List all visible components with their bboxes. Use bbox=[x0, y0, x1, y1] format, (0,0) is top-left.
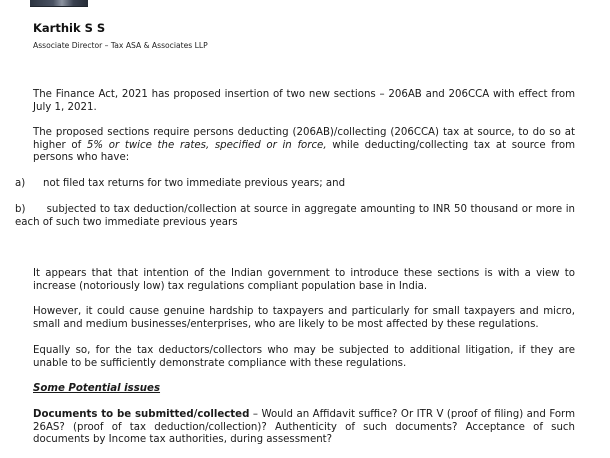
condition-item-a bbox=[15, 178, 575, 191]
intro-paragraph-2-start: The proposed sections require persons deducting (206AB)/collecting (206CCA) tax at source, to do so at higher of bbox=[33, 127, 575, 151]
intro-paragraph-2 bbox=[33, 127, 575, 165]
intro-paragraph-1: The Finance Act, 2021 has proposed insertion of two new sections – 206AB and 206CCA with effect from July 1, 2021. bbox=[33, 89, 575, 113]
documents-label: Documents to be submitted/collected bbox=[33, 409, 250, 420]
rate-emphasis: 5% or twice the rates, specified or in force, bbox=[86, 139, 327, 151]
intro-paragraph-2-end: while deducting/collecting tax at source from persons who have: bbox=[33, 139, 575, 164]
issues-paragraph bbox=[33, 409, 575, 447]
body-paragraph-2: However, it could cause genuine hardship to taxpayers and particularly for small taxpayers and micro, small and medium businesses/enterprises, who are likely to be most affected by these regulations. bbox=[33, 306, 575, 330]
condition-marker-a: a) bbox=[15, 178, 26, 189]
author-name: Karthik S S bbox=[33, 21, 106, 35]
condition-marker-b: b) bbox=[15, 204, 26, 215]
section-heading: Some Potential issues bbox=[33, 383, 161, 394]
condition-text-b: subjected to tax deduction/collection at source in aggregate amounting to INR 50 thousand or more in each of such two immediate previous years bbox=[15, 204, 575, 228]
body-paragraph-1: It appears that that intention of the Indian government to introduce these sections is with a view to increase (notoriously low) tax regulations compliant population base in India. bbox=[33, 268, 575, 292]
condition-text-a: not filed tax returns for two immediate previous years; and bbox=[43, 178, 346, 189]
body-paragraph-3: Equally so, for the tax deductors/collectors who may be subjected to additional litigation, if they are unable to be sufficiently demonstrate compliance with these regulations. bbox=[33, 345, 575, 369]
documents-text: – Would an Affidavit suffice? Or ITR V (proof of filing) and Form 26AS? (proof of tax deduction/collection)? Authenticity of such documents? Acceptance of such documents by Income tax authorities, during assessment? bbox=[33, 409, 575, 446]
author-photo bbox=[30, 0, 88, 7]
condition-item-b bbox=[15, 204, 575, 229]
author-role: Associate Director – Tax ASA & Associates LLP bbox=[33, 41, 208, 50]
